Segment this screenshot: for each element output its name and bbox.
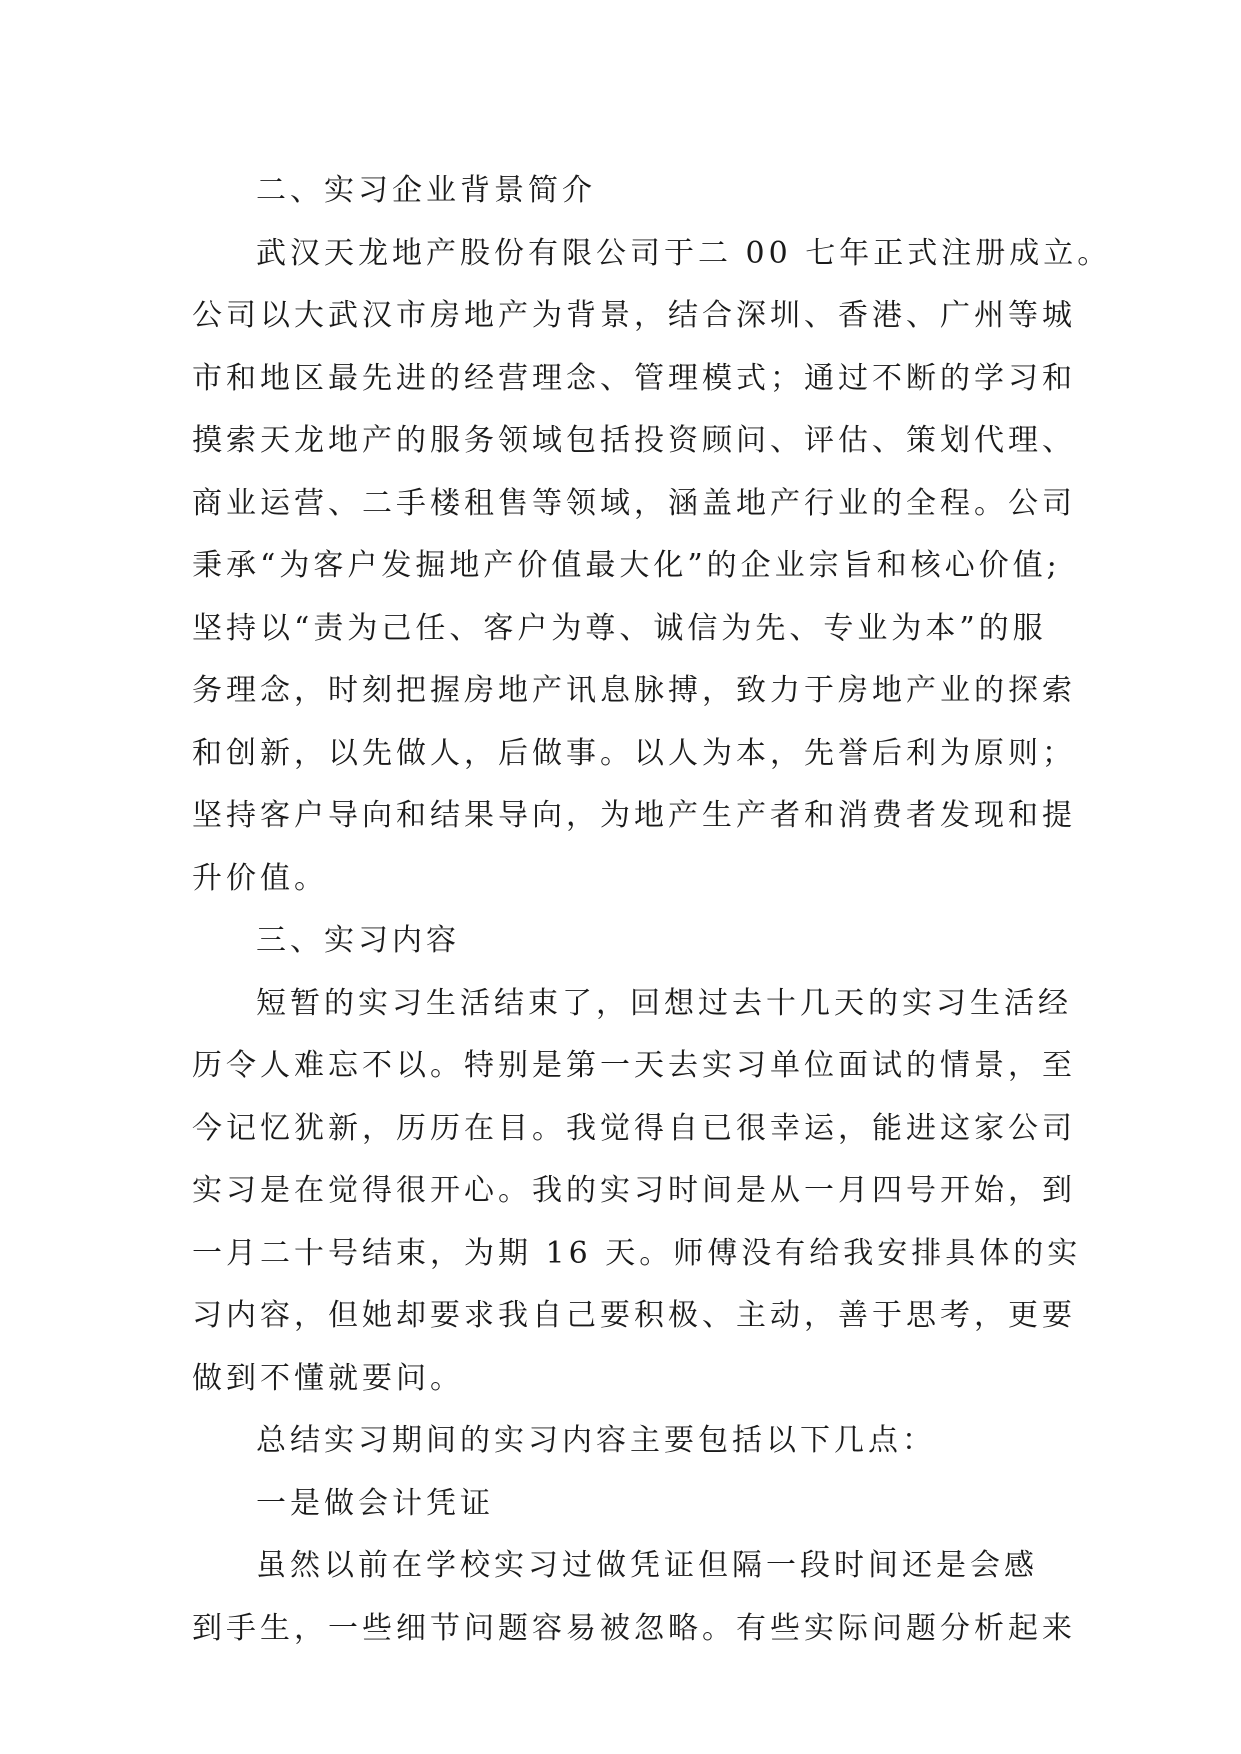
paragraph-line: 一月二十号结束，为期 16 天。师傅没有给我安排具体的实: [192, 1235, 1082, 1271]
paragraph-line: 秉承“为客户发掘地产价值最大化”的企业宗旨和核心价值;: [192, 548, 1061, 583]
paragraph-line: 总结实习期间的实习内容主要包括以下几点：: [256, 1423, 936, 1458]
paragraph-line: 虽然以前在学校实习过做凭证但隔一段时间还是会感: [256, 1548, 1038, 1583]
paragraph-line: 习内容，但她却要求我自己要积极、主动，善于思考，更要: [192, 1298, 1076, 1333]
paragraph-line: 务理念，时刻把握房地产讯息脉搏，致力于房地产业的探索: [192, 673, 1076, 708]
paragraph-line: 今记忆犹新，历历在目。我觉得自已很幸运，能进这家公司: [192, 1110, 1076, 1146]
paragraph-line: 历令人难忘不以。特别是第一天去实习单位面试的情景，至: [192, 1048, 1076, 1083]
section-heading: 二、实习企业背景简介: [256, 173, 596, 208]
paragraph-line: 做到不懂就要问。: [192, 1360, 464, 1396]
paragraph-line: 升价值。: [192, 860, 328, 896]
document-body: [192, 160, 1112, 1660]
paragraph-line: 公司以大武汉市房地产为背景，结合深圳、香港、广州等城: [192, 298, 1076, 333]
paragraph-line: 武汉天龙地产股份有限公司于二 00 七年正式注册成立。: [256, 235, 1112, 271]
paragraph-line: 和创新，以先做人，后做事。以人为本，先誉后利为原则；: [192, 735, 1076, 771]
section-heading: 三、实习内容: [256, 923, 460, 958]
paragraph-line: 短暂的实习生活结束了，回想过去十几天的实习生活经: [256, 985, 1072, 1021]
paragraph-line: 实习是在觉得很开心。我的实习时间是从一月四号开始，到: [192, 1173, 1076, 1208]
paragraph-line: 到手生，一些细节问题容易被忽略。有些实际问题分析起来: [192, 1610, 1076, 1646]
paragraph-line: 摸索天龙地产的服务领域包括投资顾问、评估、策划代理、: [192, 423, 1076, 458]
paragraph-line: 坚持客户导向和结果导向，为地产生产者和消费者发现和提: [192, 798, 1076, 833]
paragraph-line: 坚持以“责为己任、客户为尊、诚信为先、专业为本”的服: [192, 610, 1047, 646]
subsection-heading: 一是做会计凭证: [256, 1485, 494, 1521]
paragraph-line: 市和地区最先进的经营理念、管理模式；通过不断的学习和: [192, 360, 1076, 396]
paragraph-line: 商业运营、二手楼租售等领域，涵盖地产行业的全程。公司: [192, 485, 1076, 521]
